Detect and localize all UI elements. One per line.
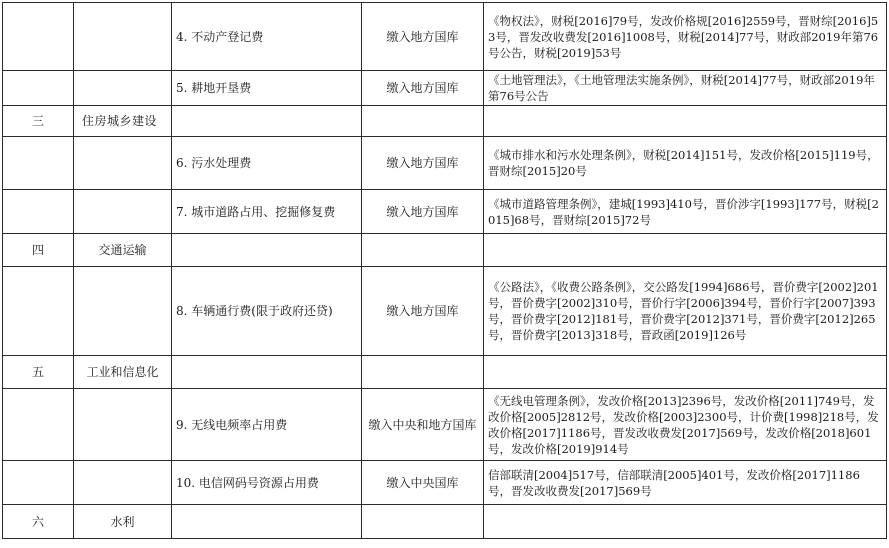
table-row (3, 267, 887, 356)
department (74, 137, 172, 190)
fee-item: 6. 污水处理费 (172, 137, 362, 190)
department (74, 190, 172, 234)
payment-destination: 缴入地方国库 (362, 190, 484, 234)
row-number (3, 3, 74, 71)
table-row (3, 389, 887, 461)
legal-basis: 《公路法》，《收费公路条例》，交公路发[1994]686号，晋价费字[2002]201号，晋价费字[2002]310号，晋价行字[2006]394号，晋价行字[2007]393号，晋价费字[2012]181号，晋价费字[2012]371号，晋价费字[2012]265号，晋价费字[2013]318号，晋政函[2019]126号 (484, 267, 887, 356)
department (74, 389, 172, 461)
fee-item: 4. 不动产登记费 (172, 3, 362, 71)
department: 交通运输 (74, 234, 172, 267)
department: 住房城乡建设 (74, 106, 172, 137)
legal-basis: 《城市道路管理条例》，建城[1993]410号，晋价涉字[1993]177号，财税[2015]68号，晋财综[2015]72号 (484, 190, 887, 234)
legal-basis: 《无线电管理条例》，发改价格[2013]2396号，发改价格[2011]749号，发改价格[2005]2812号，发改价格[2003]2300号，计价费[1998]218号，发改价格[2017]1186号，晋发改收费发[2017]569号，发改价格[2018]601号，发改价格[2019]914号 (484, 389, 887, 461)
legal-basis (484, 106, 887, 137)
payment-destination: 缴入地方国库 (362, 71, 484, 106)
fee-item (172, 234, 362, 267)
row-number: 四 (3, 234, 74, 267)
fee-item: 8. 车辆通行费(限于政府还贷) (172, 267, 362, 356)
legal-basis: 《城市排水和污水处理条例》，财税[2014]151号，发改价格[2015]119号，晋财综[2015]20号 (484, 137, 887, 190)
row-number (3, 461, 74, 505)
row-number (3, 71, 74, 106)
payment-destination: 缴入地方国库 (362, 137, 484, 190)
row-number: 三 (3, 106, 74, 137)
table-row (3, 137, 887, 190)
payment-destination (362, 106, 484, 137)
payment-destination (362, 356, 484, 389)
payment-destination: 缴入中央和地方国库 (362, 389, 484, 461)
legal-basis: 《物权法》，财税[2016]79号，发改价格规[2016]2559号，晋财综[2016]53号，晋发改收费发[2016]1008号，财税[2014]77号，财政部2019年第76号公告，财税[2019]53号 (484, 3, 887, 71)
payment-destination: 缴入中央国库 (362, 461, 484, 505)
department (74, 71, 172, 106)
row-number (3, 389, 74, 461)
department (74, 267, 172, 356)
fee-item: 10. 电信网码号资源占用费 (172, 461, 362, 505)
fee-item (172, 106, 362, 137)
fee-item (172, 356, 362, 389)
legal-basis (484, 356, 887, 389)
table-row (3, 234, 887, 267)
row-number (3, 190, 74, 234)
department: 工业和信息化 (74, 356, 172, 389)
fee-item (172, 505, 362, 539)
table-row (3, 71, 887, 106)
payment-destination: 缴入地方国库 (362, 3, 484, 71)
table-row (3, 3, 887, 71)
department: 水利 (74, 505, 172, 539)
fee-item: 7. 城市道路占用、挖掘修复费 (172, 190, 362, 234)
row-number (3, 267, 74, 356)
table-row (3, 461, 887, 505)
department (74, 3, 172, 71)
fee-table-body (3, 3, 887, 539)
legal-basis (484, 505, 887, 539)
legal-basis: 《土地管理法》，《土地管理法实施条例》，财税[2014]77号，财政部2019年第76号公告 (484, 71, 887, 106)
legal-basis (484, 234, 887, 267)
fee-table (2, 2, 887, 539)
row-number: 六 (3, 505, 74, 539)
fee-item: 9. 无线电频率占用费 (172, 389, 362, 461)
payment-destination: 缴入地方国库 (362, 267, 484, 356)
table-row (3, 106, 887, 137)
table-row (3, 505, 887, 539)
payment-destination (362, 234, 484, 267)
department (74, 461, 172, 505)
legal-basis: 信部联清[2004]517号，信部联清[2005]401号，发改价格[2017]1186号，晋发改收费发[2017]569号 (484, 461, 887, 505)
table-row (3, 356, 887, 389)
fee-item: 5. 耕地开垦费 (172, 71, 362, 106)
payment-destination (362, 505, 484, 539)
row-number (3, 137, 74, 190)
row-number: 五 (3, 356, 74, 389)
table-row (3, 190, 887, 234)
